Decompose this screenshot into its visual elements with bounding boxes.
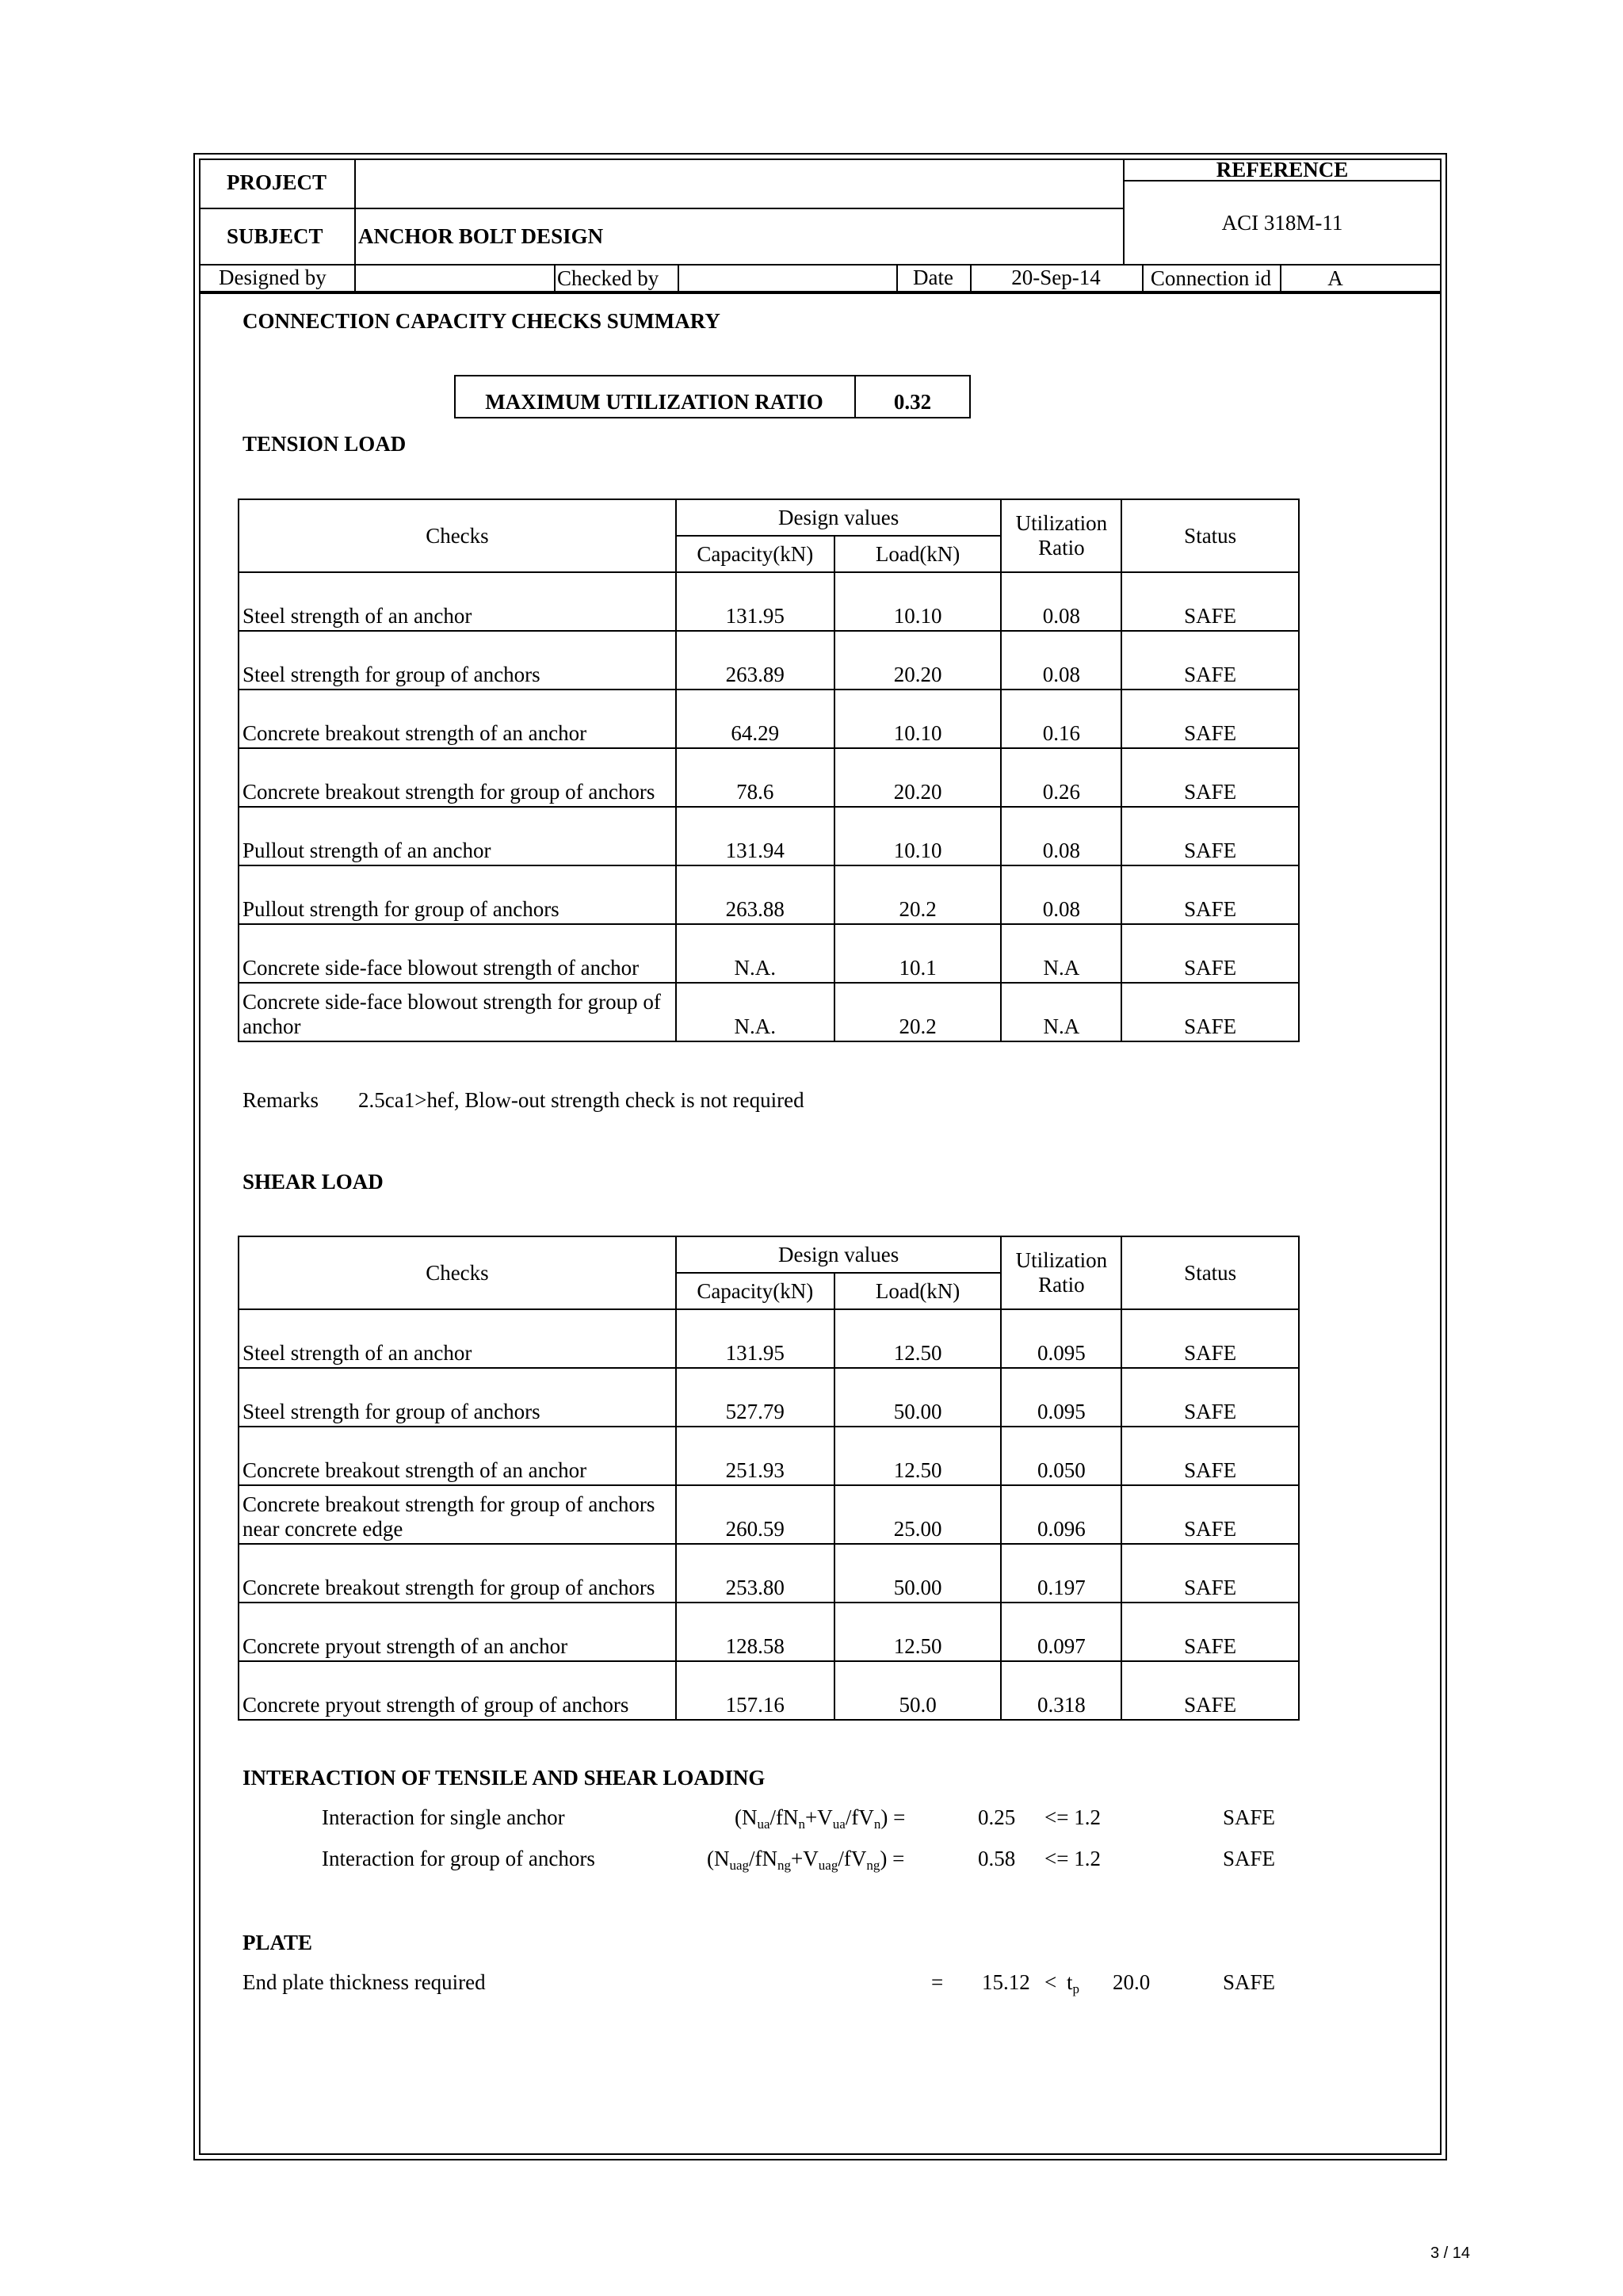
table-row	[239, 1603, 1299, 1661]
load-cell: 50.0	[834, 1661, 1002, 1720]
plate-less-than: <	[1044, 1970, 1057, 1994]
plate-required-value: 15.12	[982, 1970, 1030, 1994]
status-cell: SAFE	[1121, 807, 1299, 865]
load-cell: 10.10	[834, 807, 1002, 865]
capacity-cell: N.A.	[676, 983, 834, 1041]
table-row	[239, 807, 1299, 865]
status-cell: SAFE	[1121, 1427, 1299, 1485]
load-cell: 25.00	[834, 1485, 1002, 1544]
capacity-cell: 78.6	[676, 748, 834, 807]
check-name-cell: Concrete breakout strength for group of anchors	[239, 748, 676, 807]
check-name-cell: Concrete pryout strength of group of anchors	[239, 1661, 676, 1720]
check-name-cell: Pullout strength for group of anchors	[239, 865, 676, 924]
ratio-cell: 0.08	[1001, 631, 1121, 690]
load-cell: 20.2	[834, 865, 1002, 924]
load-cell: 12.50	[834, 1427, 1002, 1485]
col-status-header: Status	[1121, 1236, 1299, 1309]
interaction-single-formula: $(N_{ua}/fN_n+V_{ua}/fV_n)$ =	[735, 1805, 906, 1832]
capacity-cell: 251.93	[676, 1427, 834, 1485]
plate-tp-value: 20.0	[1113, 1970, 1151, 1994]
designed-by-label: Designed by	[219, 266, 327, 289]
ratio-cell: 0.08	[1001, 572, 1121, 631]
capacity-cell: 260.59	[676, 1485, 834, 1544]
status-cell: SAFE	[1121, 748, 1299, 807]
interaction-single-value: 0.25	[978, 1805, 1016, 1829]
max-ratio-value: 0.32	[893, 390, 932, 414]
ratio-cell: 0.08	[1001, 865, 1121, 924]
ratio-cell: 0.050	[1001, 1427, 1121, 1485]
max-ratio-label: MAXIMUM UTILIZATION RATIO	[485, 390, 823, 414]
col-design-values-header: Design values	[676, 1236, 1002, 1273]
load-cell: 20.20	[834, 748, 1002, 807]
col-load-header: Load(kN)	[834, 536, 1002, 572]
load-cell: 50.00	[834, 1368, 1002, 1427]
table-row	[239, 924, 1299, 983]
reference-label: REFERENCE	[1216, 158, 1349, 181]
plate-title: PLATE	[242, 1931, 313, 1954]
load-cell: 10.10	[834, 690, 1002, 748]
capacity-cell: 64.29	[676, 690, 834, 748]
capacity-cell: 157.16	[676, 1661, 834, 1720]
page-number: 3 / 14	[1430, 2244, 1471, 2262]
checked-by-label: Checked by	[557, 266, 659, 290]
plate-equals: =	[931, 1970, 944, 1994]
status-cell: SAFE	[1121, 631, 1299, 690]
interaction-group-status: SAFE	[1223, 1847, 1276, 1870]
interaction-group-limit: <= 1.2	[1044, 1847, 1101, 1870]
interaction-single-limit: <= 1.2	[1044, 1805, 1101, 1829]
table-row	[239, 865, 1299, 924]
check-name-cell: Concrete breakout strength of an anchor	[239, 690, 676, 748]
status-cell: SAFE	[1121, 1661, 1299, 1720]
load-cell: 10.10	[834, 572, 1002, 631]
date-label: Date	[913, 266, 953, 289]
status-cell: SAFE	[1121, 924, 1299, 983]
table-row	[239, 1485, 1299, 1544]
ratio-cell: 0.096	[1001, 1485, 1121, 1544]
subject-value: ANCHOR BOLT DESIGN	[358, 224, 604, 248]
load-cell: 50.00	[834, 1544, 1002, 1603]
check-name-cell: Pullout strength of an anchor	[239, 807, 676, 865]
col-checks-header: Checks	[239, 499, 676, 572]
plate-tp-symbol: $t_p$	[1067, 1970, 1080, 1996]
interaction-title: INTERACTION OF TENSILE AND SHEAR LOADING	[242, 1766, 766, 1790]
remarks-label: Remarks	[242, 1088, 319, 1112]
project-label: PROJECT	[227, 170, 327, 194]
status-cell: SAFE	[1121, 1603, 1299, 1661]
check-name-cell: Steel strength for group of anchors	[239, 631, 676, 690]
status-cell: SAFE	[1121, 1309, 1299, 1368]
load-cell: 20.20	[834, 631, 1002, 690]
ratio-cell: N.A	[1001, 924, 1121, 983]
col-utilization-header: Utilization Ratio	[1001, 499, 1121, 572]
col-design-values-header: Design values	[676, 499, 1002, 536]
check-name-cell: Concrete side-face blowout strength for group of anchor	[239, 983, 676, 1041]
check-name-cell: Concrete breakout strength for group of anchors	[239, 1544, 676, 1603]
table-row	[239, 690, 1299, 748]
check-name-cell: Concrete breakout strength for group of anchors near concrete edge	[239, 1485, 676, 1544]
capacity-cell: 131.95	[676, 1309, 834, 1368]
capacity-cell: 131.95	[676, 572, 834, 631]
remarks-text: 2.5ca1>hef, Blow-out strength check is not required	[358, 1088, 804, 1112]
ratio-cell: N.A	[1001, 983, 1121, 1041]
status-cell: SAFE	[1121, 1485, 1299, 1544]
col-utilization-header: Utilization Ratio	[1001, 1236, 1121, 1309]
capacity-cell: 131.94	[676, 807, 834, 865]
plate-status: SAFE	[1223, 1970, 1276, 1994]
capacity-cell: N.A.	[676, 924, 834, 983]
check-name-cell: Steel strength of an anchor	[239, 572, 676, 631]
capacity-cell: 263.89	[676, 631, 834, 690]
status-cell: SAFE	[1121, 1544, 1299, 1603]
ratio-cell: 0.318	[1001, 1661, 1121, 1720]
subject-label: SUBJECT	[227, 224, 323, 248]
check-name-cell: Steel strength of an anchor	[239, 1309, 676, 1368]
shear-table	[238, 1236, 1300, 1721]
ratio-cell: 0.097	[1001, 1603, 1121, 1661]
plate-label: End plate thickness required	[242, 1970, 486, 1994]
col-load-header: Load(kN)	[834, 1273, 1002, 1309]
status-cell: SAFE	[1121, 865, 1299, 924]
load-cell: 20.2	[834, 983, 1002, 1041]
capacity-cell: 253.80	[676, 1544, 834, 1603]
table-row	[239, 1309, 1299, 1368]
reference-value: ACI 318M-11	[1221, 211, 1343, 235]
load-cell: 12.50	[834, 1309, 1002, 1368]
col-capacity-header: Capacity(kN)	[676, 1273, 834, 1309]
table-row	[239, 983, 1299, 1041]
ratio-cell: 0.08	[1001, 807, 1121, 865]
table-row	[239, 748, 1299, 807]
interaction-single-status: SAFE	[1223, 1805, 1276, 1829]
status-cell: SAFE	[1121, 983, 1299, 1041]
col-capacity-header: Capacity(kN)	[676, 536, 834, 572]
ratio-cell: 0.095	[1001, 1309, 1121, 1368]
load-cell: 10.1	[834, 924, 1002, 983]
table-row	[239, 1368, 1299, 1427]
table-row	[239, 1544, 1299, 1603]
connection-id-label: Connection id	[1150, 266, 1272, 290]
date-value: 20-Sep-14	[1011, 266, 1101, 289]
ratio-cell: 0.197	[1001, 1544, 1121, 1603]
capacity-cell: 263.88	[676, 865, 834, 924]
table-row	[239, 1427, 1299, 1485]
check-name-cell: Concrete pryout strength of an anchor	[239, 1603, 676, 1661]
col-status-header: Status	[1121, 499, 1299, 572]
table-row	[239, 572, 1299, 631]
check-name-cell: Steel strength for group of anchors	[239, 1368, 676, 1427]
table-row	[239, 1661, 1299, 1720]
capacity-cell: 128.58	[676, 1603, 834, 1661]
ratio-cell: 0.16	[1001, 690, 1121, 748]
ratio-cell: 0.26	[1001, 748, 1121, 807]
ratio-cell: 0.095	[1001, 1368, 1121, 1427]
shear-title: SHEAR LOAD	[242, 1170, 384, 1194]
interaction-group-value: 0.58	[978, 1847, 1016, 1870]
interaction-group-formula: $(N_{uag}/fN_{ng}+V_{uag}/fV_{ng})$ =	[707, 1847, 905, 1873]
connection-id-value: A	[1327, 266, 1343, 290]
tension-title: TENSION LOAD	[242, 432, 407, 456]
status-cell: SAFE	[1121, 572, 1299, 631]
status-cell: SAFE	[1121, 690, 1299, 748]
interaction-group-label: Interaction for group of anchors	[322, 1847, 595, 1870]
load-cell: 12.50	[834, 1603, 1002, 1661]
tension-table	[238, 499, 1300, 1042]
interaction-single-label: Interaction for single anchor	[322, 1805, 565, 1829]
check-name-cell: Concrete side-face blowout strength of anchor	[239, 924, 676, 983]
capacity-cell: 527.79	[676, 1368, 834, 1427]
check-name-cell: Concrete breakout strength of an anchor	[239, 1427, 676, 1485]
col-checks-header: Checks	[239, 1236, 676, 1309]
table-row	[239, 631, 1299, 690]
status-cell: SAFE	[1121, 1368, 1299, 1427]
summary-title: CONNECTION CAPACITY CHECKS SUMMARY	[242, 309, 720, 333]
